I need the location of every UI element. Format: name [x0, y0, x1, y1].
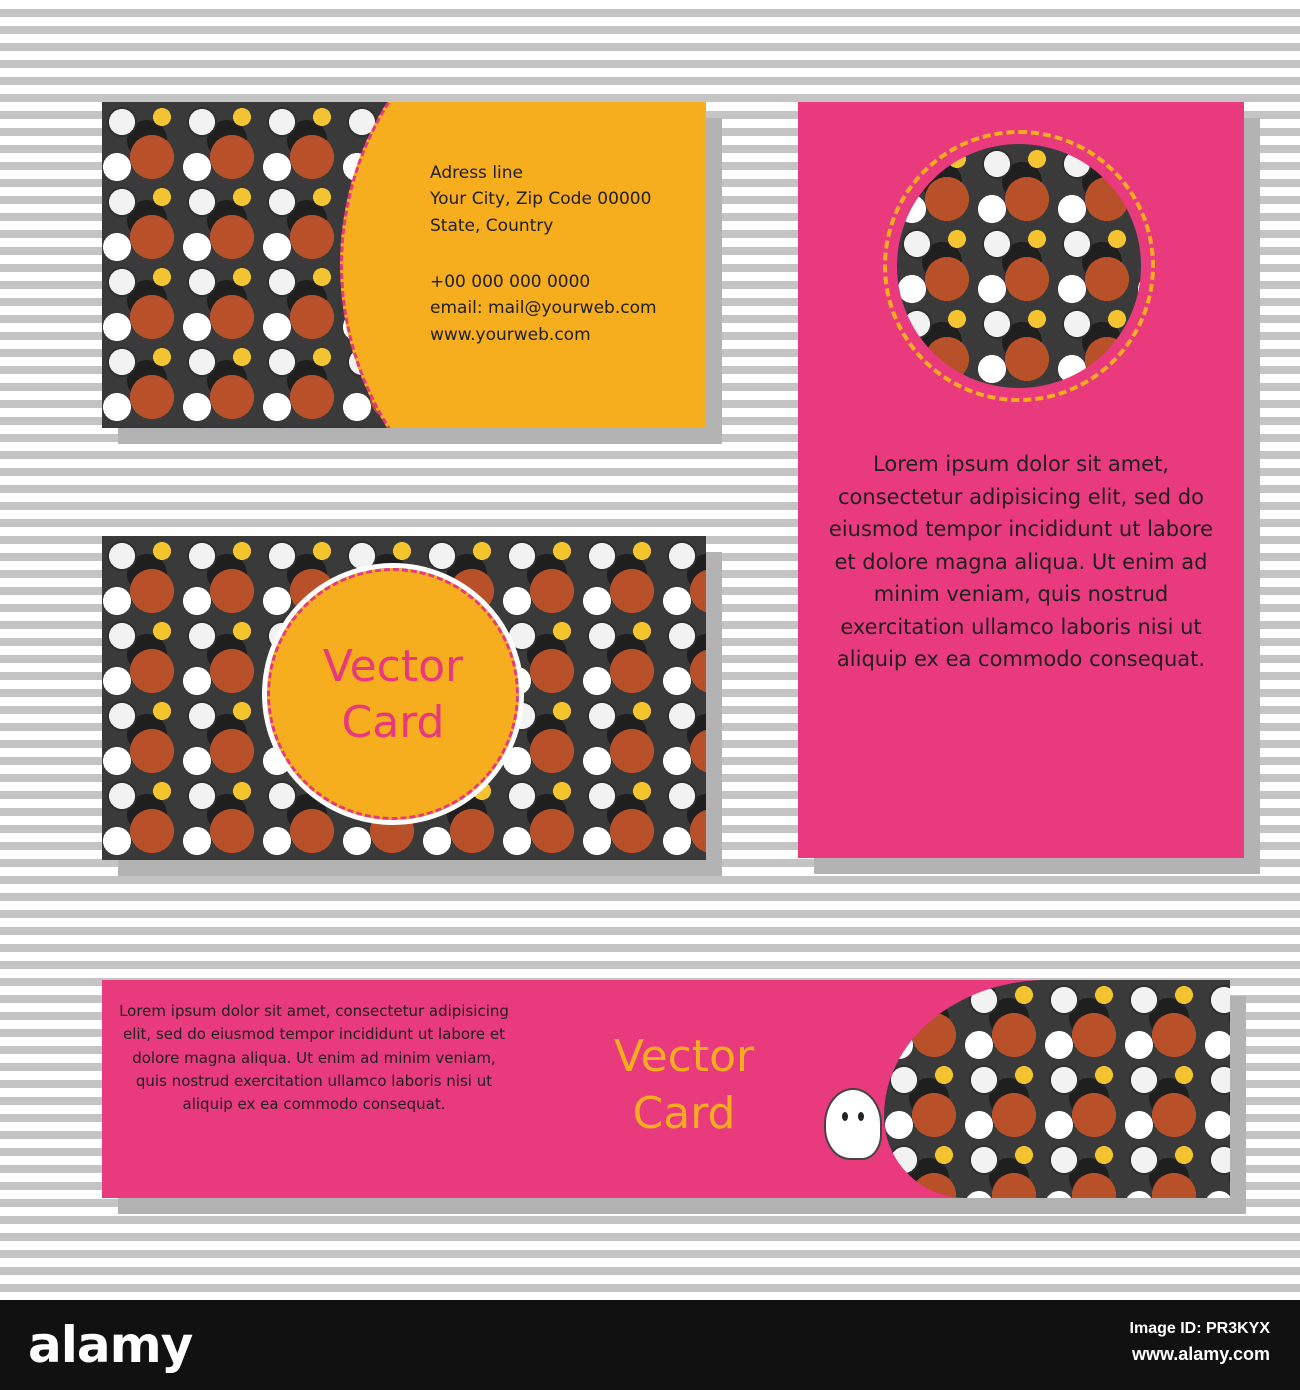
vector-card-front — [102, 536, 706, 860]
pattern-medallion — [883, 130, 1155, 402]
email-line: email: mail@yourweb.com — [430, 298, 657, 319]
business-card-contact — [102, 102, 706, 428]
lorem-paragraph: Lorem ipsum dolor sit amet, consectetur adipisicing elit, sed do eiusmod tempor incididunt ut labore et dolore magna aliqua. Ut enim ad minim veniam, quis nostrud exercitation ullamco laboris nisi ut aliquip ex ea commodo consequat. — [828, 452, 1214, 672]
banner-title — [564, 1028, 804, 1142]
image-id: Image ID: PR3KYX — [1129, 1320, 1270, 1337]
website-line: www.yourweb.com — [430, 324, 591, 345]
city-zip-line: Your City, Zip Code 00000 — [430, 189, 652, 210]
halloween-pattern — [897, 144, 1141, 388]
halloween-pattern — [884, 980, 1230, 1198]
ghost-icon — [824, 1088, 882, 1160]
stock-footer-bar — [0, 1300, 1300, 1390]
lorem-paragraph: Lorem ipsum dolor sit amet, consectetur adipisicing elit, sed do eiusmod tempor incididunt ut labore et dolore magna aliqua. Ut enim ad minim veniam, quis nostrud exercitation ullamco laboris nisi ut aliquip ex ea commodo consequat. — [119, 1002, 509, 1113]
address-line: Adress line — [430, 163, 523, 183]
title-line-2: Card — [632, 1088, 736, 1140]
title-circle — [267, 568, 519, 820]
state-country-line: State, Country — [430, 215, 554, 236]
contact-info — [430, 160, 657, 348]
title-line-1: Vector — [322, 641, 464, 692]
wide-banner-card — [102, 980, 1230, 1198]
title-line-2: Card — [341, 697, 445, 748]
image-info — [1130, 1317, 1270, 1368]
title-line-1: Vector — [613, 1031, 755, 1082]
vertical-pink-card — [798, 102, 1244, 858]
alamy-logo: alamy — [28, 1316, 193, 1374]
site-url: www.alamy.com — [1131, 1344, 1270, 1364]
phone-line: +00 000 000 0000 — [430, 272, 591, 293]
